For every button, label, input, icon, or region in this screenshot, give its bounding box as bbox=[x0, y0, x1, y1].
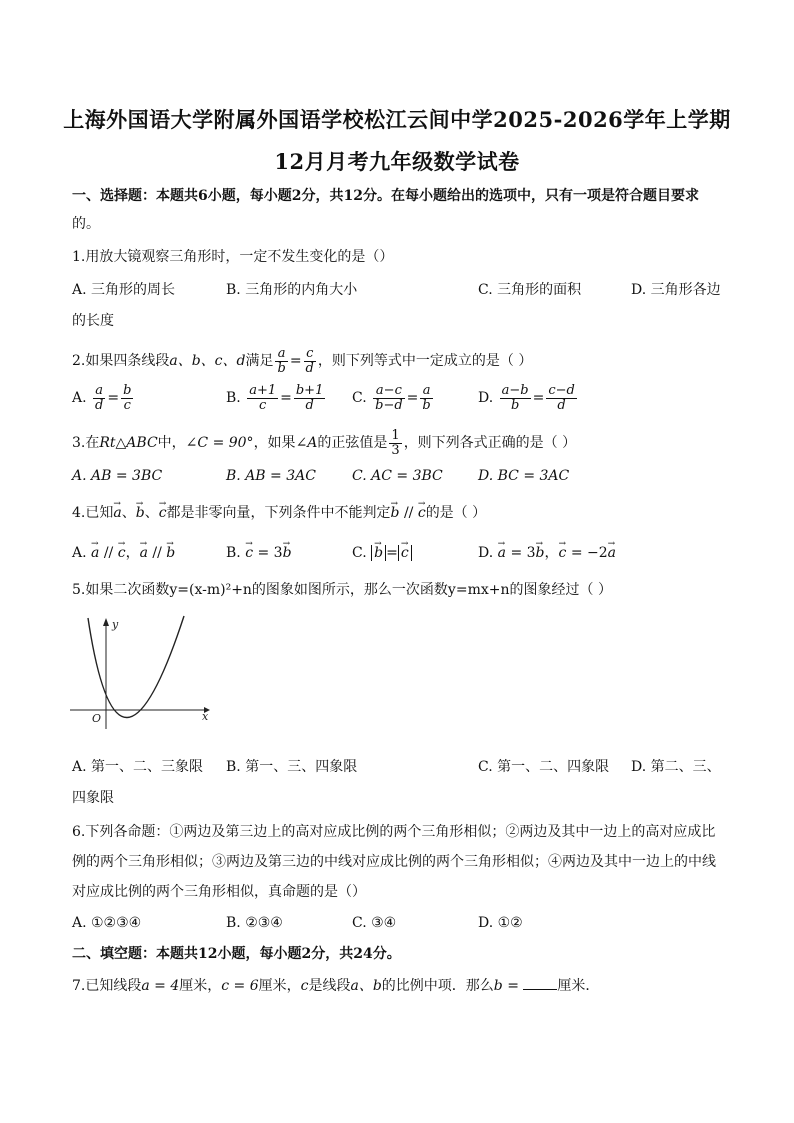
q2-option-b: B. $\frac{a+1}{c}$ = $\frac{b+1}{d}$ bbox=[226, 382, 324, 413]
x-axis-label: x bbox=[202, 710, 209, 723]
q5-option-a: A. 第一、二、三象限 bbox=[72, 759, 204, 775]
q6-option-a: A. ①②③④ bbox=[72, 915, 142, 931]
q4-stem: 4.已知→ a、→ b、→ c都是非零向量，下列条件中不能判定→ b // → c的是（ ） bbox=[72, 503, 486, 523]
q5-option-b: B. 第一、三、四象限 bbox=[226, 759, 358, 775]
section1-heading-cont: 的。 bbox=[72, 216, 100, 232]
q5-option-d: D. 第二、三、 bbox=[631, 759, 721, 775]
q5-parabola-figure bbox=[68, 612, 218, 730]
q3-option-c: C. AC = 3BC bbox=[352, 468, 443, 484]
exam-title-line2: 12月月考九年级数学试卷 bbox=[274, 149, 520, 174]
q4-option-d: D. → a = 3→ b，→ c = −2→ a bbox=[478, 543, 616, 563]
q6-option-d: D. ①② bbox=[478, 915, 523, 931]
y-axis-arrow bbox=[103, 618, 109, 626]
q1-option-d: D. 三角形各边 bbox=[631, 282, 721, 298]
q1-option-b: B. 三角形的内角大小 bbox=[226, 282, 358, 298]
q6-stem-line1: 6.下列各命题：①两边及第三边上的高对应成比例的两个三角形相似；②两边及其中一边上的高对应成比 bbox=[72, 824, 716, 840]
q3-stem: 3.在Rt△ABC中，∠C = 90°，如果∠A的正弦值是 $\frac{1}{3}$ ，则下列各式正确的是（ ） bbox=[72, 427, 577, 458]
parabola-curve bbox=[88, 616, 184, 718]
q1-option-d-cont: 的长度 bbox=[72, 313, 114, 329]
q3-option-d: D. BC = 3AC bbox=[478, 468, 570, 484]
q7-stem: 7.已知线段a = 4厘米，c = 6厘米，c是线段a、b的比例中项．那么b = 厘米． bbox=[72, 975, 599, 996]
origin-label: O bbox=[92, 712, 102, 725]
q6-stem-line2: 例的两个三角形相似；③两边及第三边的中线对应成比例的两个三角形相似；④两边及其中一边上的中线 bbox=[72, 854, 716, 870]
q1-option-c: C. 三角形的面积 bbox=[478, 282, 582, 298]
q2-stem: 2.如果四条线段a、b、c、d满足 $\frac{a}{b}$ = $\frac{c}{d}$ ，则下列等式中一定成立的是（ ） bbox=[72, 345, 533, 376]
q3-option-b: B. AB = 3AC bbox=[226, 468, 316, 484]
q4-option-a: A. → a // → c，→ a // → b bbox=[72, 543, 175, 563]
exam-title-line1: 上海外国语大学附属外国语学校松江云间中学2025-2026学年上学期 bbox=[63, 107, 731, 132]
q6-stem-line3: 对应成比例的两个三角形相似，真命题的是（） bbox=[72, 884, 366, 900]
q6-option-b: B. ②③④ bbox=[226, 915, 283, 931]
q6-option-c: C. ③④ bbox=[352, 915, 397, 931]
q3-option-a: A. AB = 3BC bbox=[72, 468, 163, 484]
q5-option-c: C. 第一、二、四象限 bbox=[478, 759, 610, 775]
q4-option-c: C. → b =→ c bbox=[352, 543, 412, 563]
q2-option-d: D. $\frac{a-b}{b}$ = $\frac{c-d}{d}$ bbox=[478, 382, 575, 413]
section2-heading: 二、填空题：本题共12小题，每小题2分，共24分。 bbox=[72, 946, 401, 962]
q2-option-c: C. $\frac{a-c}{b-d}$ = $\frac{a}{b}$ bbox=[352, 382, 431, 413]
q2-cond-right: $\frac{c}{d}$ bbox=[305, 345, 314, 376]
q7-answer-blank[interactable] bbox=[523, 975, 557, 990]
q5-option-d-cont: 四象限 bbox=[72, 790, 114, 806]
q1-stem: 1.用放大镜观察三角形时，一定不发生变化的是（） bbox=[72, 249, 394, 265]
q4-option-b: B. → c = 3→ b bbox=[226, 543, 292, 563]
section1-heading: 一、选择题：本题共6小题，每小题2分，共12分。在每小题给出的选项中，只有一项是符合题目要求 bbox=[72, 188, 699, 204]
q2-option-a: A. $\frac{a}{d}$ = $\frac{b}{c}$ bbox=[72, 382, 132, 413]
q2-cond-left: $\frac{a}{b}$ bbox=[277, 345, 286, 376]
q1-option-a: A. 三角形的周长 bbox=[72, 282, 176, 298]
q5-stem: 5.如果二次函数y=(x-m)²+n的图象如图所示，那么一次函数y=mx+n的图象经过（ ） bbox=[72, 582, 612, 598]
y-axis-label: y bbox=[112, 618, 119, 631]
